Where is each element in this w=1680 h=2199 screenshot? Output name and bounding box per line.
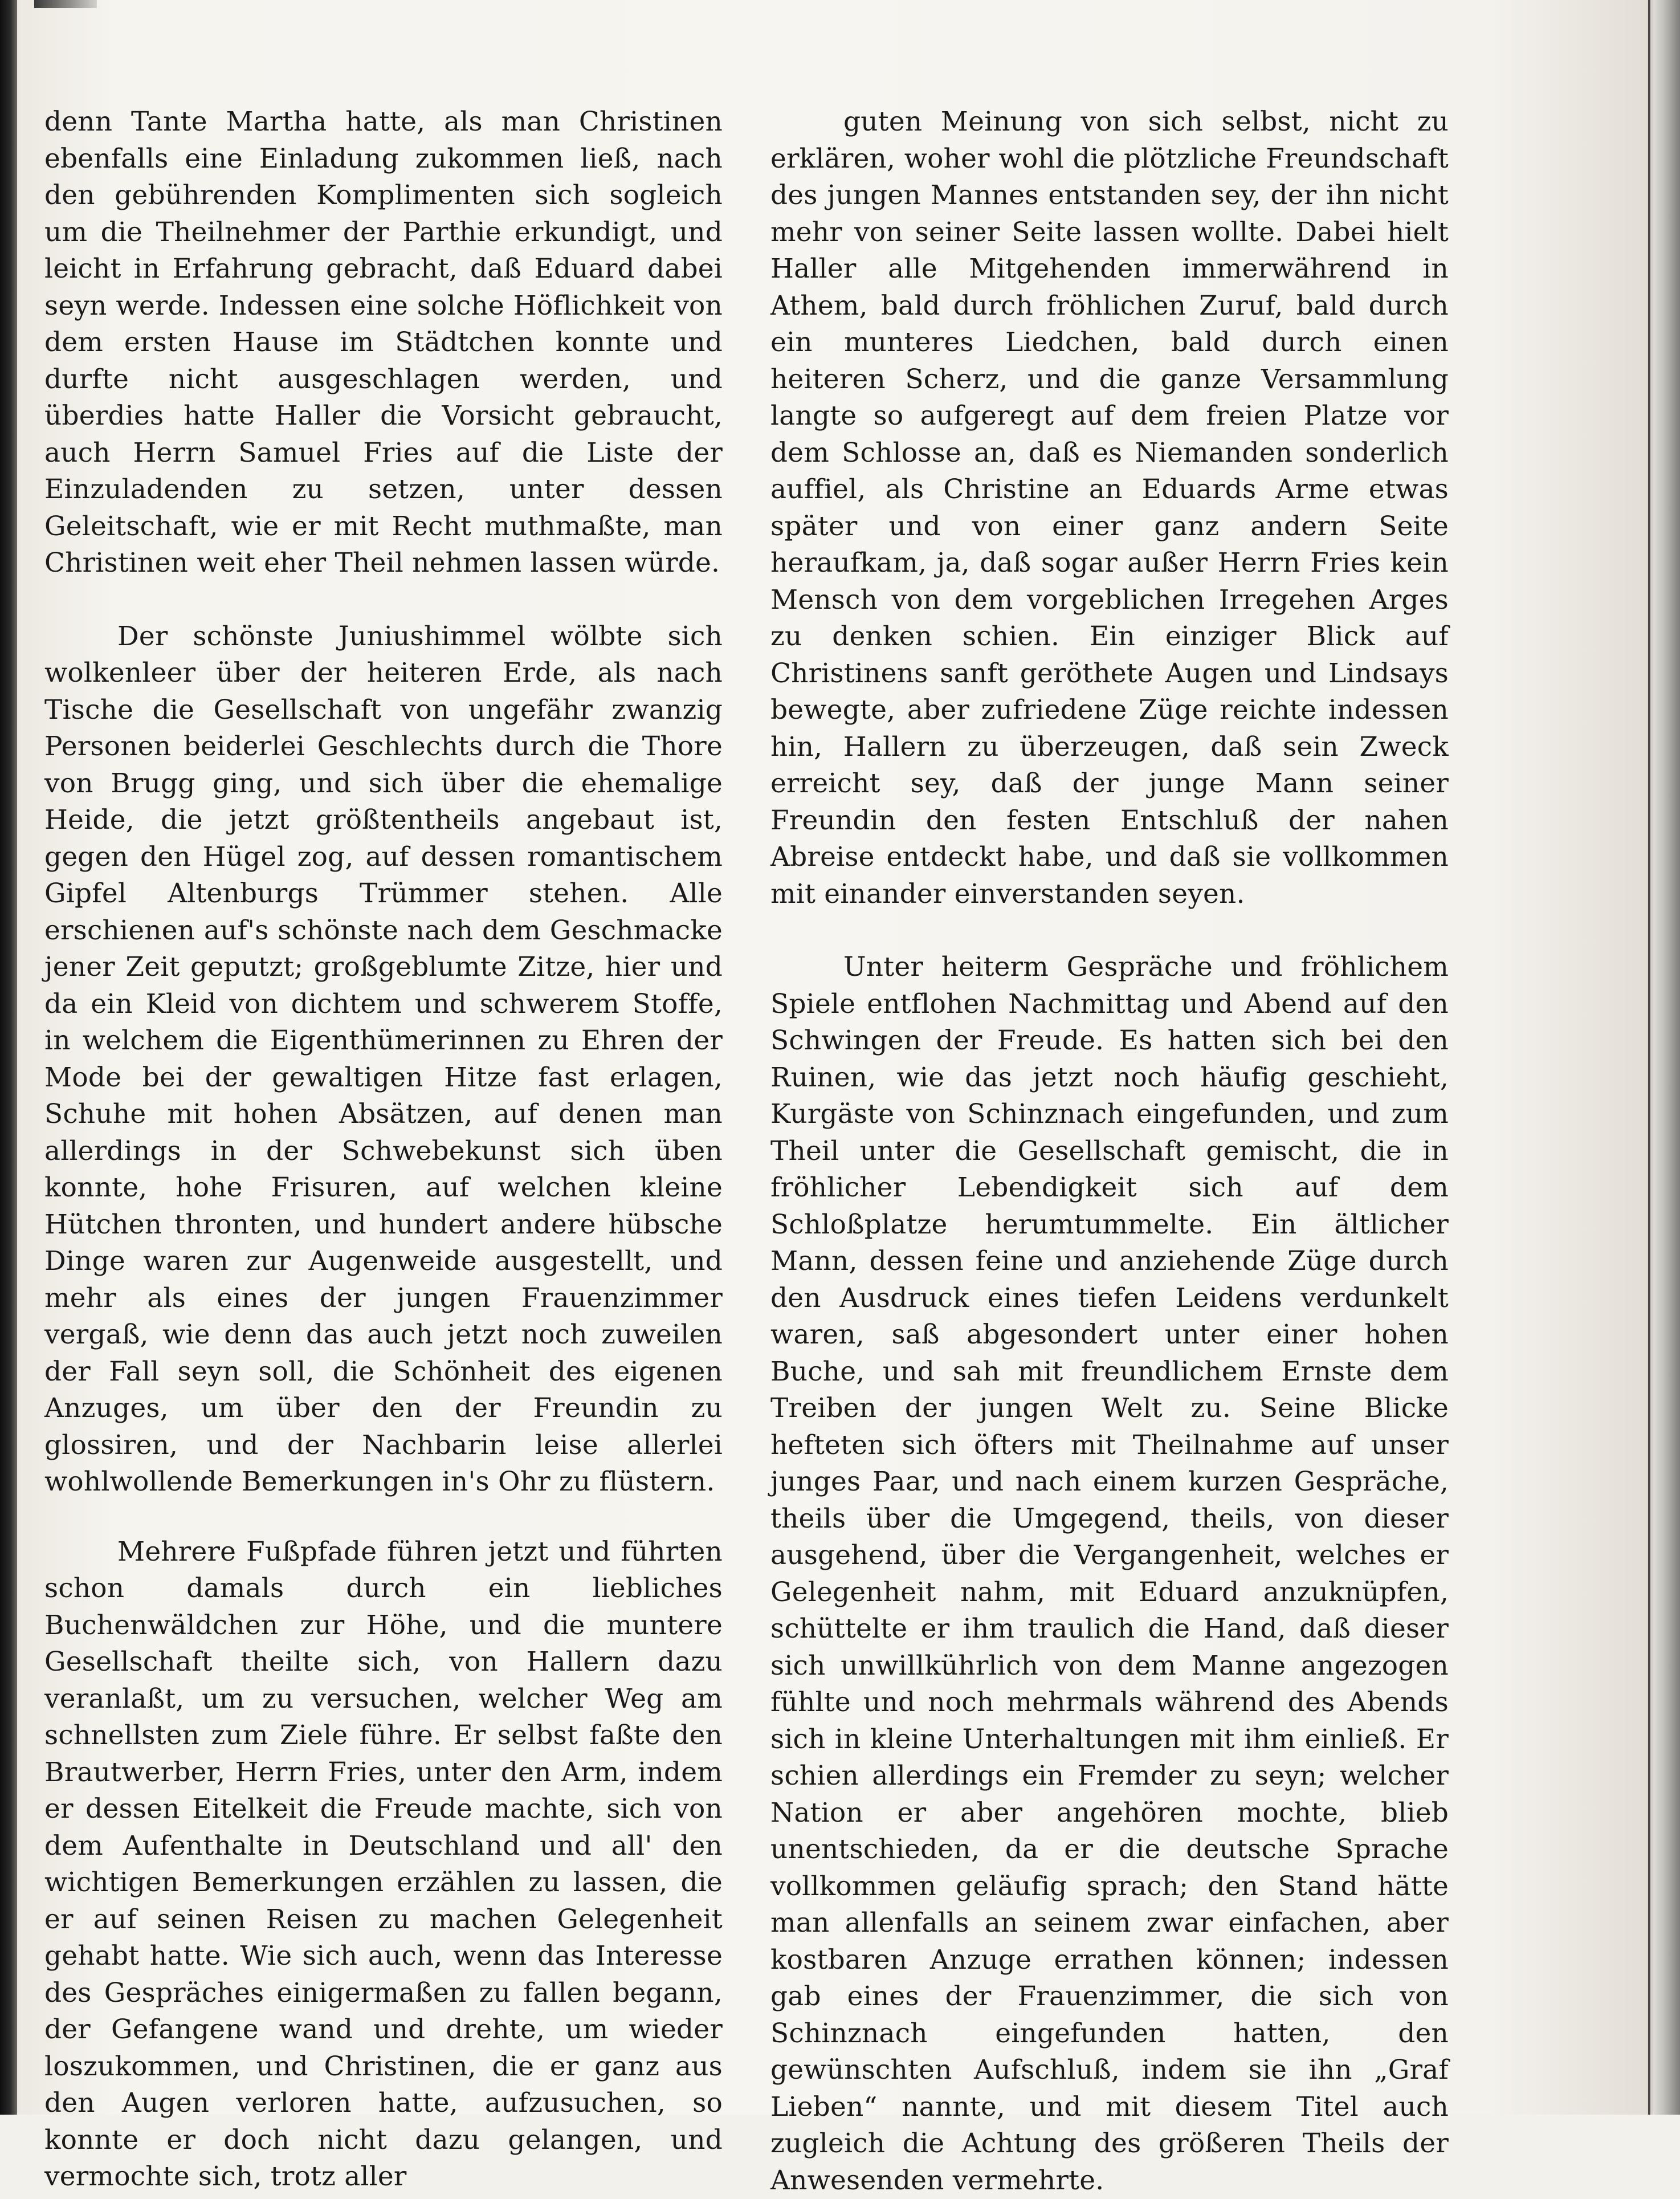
- paragraph: Unter heiterm Gespräche und fröhlichem Spiele entflohen Nachmittag und Abend auf den Schwingen der Freude. Es hatten sich bei den Ruinen, wie das jetzt noch häufig geschieht, Kurgäste von Schinznach eingefunden, und zum Theil unter die Gesellschaft gemischt, die in fröhlicher Lebendigkeit sich auf dem Schloßplatze herumtummelte. Ein ältlicher Mann, dessen feine und anziehende Züge durch den Ausdruck eines tiefen Leidens verdunkelt waren, saß abgesondert unter einer hohen Buche, und sah mit freundlichem Ernste dem Treiben der jungen Welt zu. Seine Blicke hefteten sich öfters mit Theilnahme auf unser junges Paar, und nach einem kurzen Gespräche, theils über die Umgegend, theils, von dieser ausgehend, über die Vergangenheit, welches er Gelegenheit nahm, mit Eduard anzuknüpfen, schüttelte er ihm traulich die Hand, daß dieser sich unwillkührlich von dem Manne angezogen fühlte und noch mehrmals während des Abends sich in kleine Unterhaltungen mit ihm einließ. Er schien allerdings ein Fremder zu seyn; welcher Nation er aber angehören mochte, blieb unentschieden, da er die deutsche Sprache vollkommen geläufig sprach; den Stand hätte man allenfalls an seinem zwar einfachen, aber kostbaren Anzuge errathen können; indessen gab eines der Frauenzimmer, die sich von Schinznach eingefunden hatten, den gewünschten Aufschluß, indem sie ihn „Graf Lieben“ nannte, und mit diesem Titel auch zugleich die Achtung des größeren Theils der Anwesenden vermehrte.: [770, 951, 1449, 2196]
- scan-top-mark: [34, 0, 97, 8]
- scan-left-edge: [0, 0, 17, 2115]
- paragraph: Der schönste Juniushimmel wölbte sich wolkenleer über der heiteren Erde, als nach Tische die Gesellschaft von ungefähr zwanzig Personen beiderlei Geschlechts durch die Thore von Brugg ging, und sich über die ehemalige Heide, die jetzt größtentheils angebaut ist, gegen den Hügel zog, auf dessen romantischem Gipfel Altenburgs Trümmer stehen. Alle erschienen auf's schönste nach dem Geschmacke jener Zeit geputzt; großgeblumte Zitze, hier und da ein Kleid von dichtem und schwerem Stoffe, in welchem die Eigenthümerinnen zu Ehren der Mode bei der gewaltigen Hitze fast erlagen, Schuhe mit hohen Absätzen, auf denen man allerdings in der Schwebekunst sich üben konnte, hohe Frisuren, auf welchen kleine Hütchen thronten, und hundert andere hübsche Dinge waren zur Augenweide ausgestellt, und mehr als eines der jungen Frauenzimmer vergaß, wie denn das auch jetzt noch zuweilen der Fall seyn soll, die Schönheit des eigenen Anzuges, um über den der Freundin zu glossiren, und der Nachbarin leise allerlei wohlwollende Bemerkungen in's Ohr zu flüstern.: [44, 620, 723, 1497]
- paragraph-continuation: denn Tante Martha hatte, als man Christinen ebenfalls eine Einladung zukommen ließ, nach den gebührenden Komplimenten sich sogleich um die Theilnehmer der Parthie erkundigt, und leicht in Erfahrung gebracht, daß Eduard dabei seyn werde. Indessen eine solche Höflichkeit von dem ersten Hause im Städtchen konnte und durfte nicht ausgeschlagen werden, und überdies hatte Haller die Vorsicht gebraucht, auch Herrn Samuel Fries auf die Liste der Einzuladenden zu setzen, unter dessen Geleitschaft, wie er mit Recht muthmaßte, man Christinen weit eher Theil nehmen lassen würde.: [44, 106, 723, 579]
- left-text-column: [44, 104, 723, 2196]
- paragraph: Mehrere Fußpfade führen jetzt und führten schon damals durch ein liebliches Buchenwäldchen zur Höhe, und die muntere Gesellschaft theilte sich, von Hallern dazu veranlaßt, um zu versuchen, welcher Weg am schnellsten zum Ziele führe. Er selbst faßte den Brautwerber, Herrn Fries, unter den Arm, indem er dessen Eitelkeit die Freude machte, sich von dem Aufenthalte in Deutschland und all' den wichtigen Bemerkungen erzählen zu lassen, die er auf seinen Reisen zu machen Gelegenheit gehabt hatte. Wie sich auch, wenn das Interesse des Gespräches einigermaßen zu fallen begann, der Gefangene wand und drehte, um wieder loszukommen, und Christinen, die er ganz aus den Augen verloren hatte, aufzusuchen, so konnte er doch nicht dazu gelangen, und vermochte sich, trotz aller: [44, 1536, 723, 2192]
- right-text-column: [770, 104, 1449, 2199]
- paragraph-continuation: guten Meinung von sich selbst, nicht zu erklären, woher wohl die plötzliche Freundschaft des jungen Mannes entstanden sey, der ihn nicht mehr von seiner Seite lassen wollte. Dabei hielt Haller alle Mitgehenden immerwährend in Athem, bald durch fröhlichen Zuruf, bald durch ein munteres Liedchen, bald durch einen heiteren Scherz, und die ganze Versammlung langte so aufgeregt auf dem freien Platze vor dem Schlosse an, daß es Niemanden sonderlich auffiel, als Christine an Eduards Arme etwas später und von einer ganz andern Seite heraufkam, ja, daß sogar außer Herrn Fries kein Mensch von dem vorgeblichen Irregehen Arges zu denken schien. Ein einziger Blick auf Christinens sanft geröthete Augen und Lindsays bewegte, aber zufriedene Züge reichte indessen hin, Hallern zu überzeugen, daß sein Zweck erreicht sey, daß der junge Mann seiner Freundin den festen Entschluß der nahen Abreise entdeckt habe, und daß sie vollkommen mit einander einverstanden seyen.: [770, 106, 1449, 910]
- scan-right-shadow: [1646, 0, 1680, 2115]
